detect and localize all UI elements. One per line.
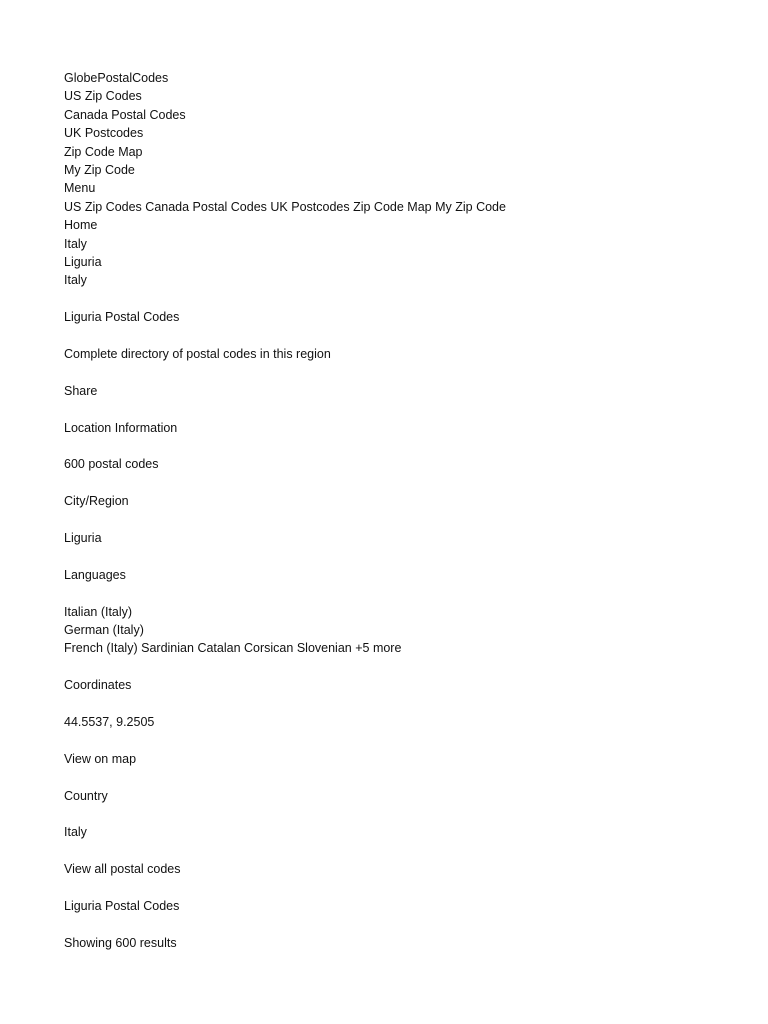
nav-link-zip-code-map[interactable]: Zip Code Map xyxy=(64,144,143,159)
mobile-nav xyxy=(64,198,768,216)
region-value: Liguria xyxy=(64,531,102,546)
menu-button[interactable]: Menu xyxy=(64,181,96,196)
page-title: Liguria Postal Codes xyxy=(64,310,180,325)
coordinates-value: 44.5537, 9.2505 xyxy=(64,715,155,730)
language-item: Italian (Italy) xyxy=(64,604,133,619)
mobile-nav-link-zip-code-map[interactable]: Zip Code Map xyxy=(353,199,432,214)
mobile-nav-link-uk-postcodes[interactable]: UK Postcodes xyxy=(270,199,350,214)
language-item: German (Italy) xyxy=(64,623,144,638)
view-on-map-link[interactable]: View on map xyxy=(64,751,137,766)
mobile-nav-link-us-zip-codes[interactable]: US Zip Codes xyxy=(64,199,142,214)
mobile-nav-link-my-zip-code[interactable]: My Zip Code xyxy=(435,199,506,214)
language-item: Sardinian xyxy=(141,641,194,656)
nav-link-uk-postcodes[interactable]: UK Postcodes xyxy=(64,126,144,141)
page-subtitle: Complete directory of postal codes in this region xyxy=(64,347,331,362)
country-tag: Italy xyxy=(64,273,87,288)
mobile-nav-link-canada-postal-codes[interactable]: Canada Postal Codes xyxy=(145,199,267,214)
region-label: City/Region xyxy=(64,494,129,509)
site-logo[interactable]: GlobePostalCodes xyxy=(64,71,169,85)
view-all-postal-codes-link[interactable]: View all postal codes xyxy=(64,862,181,877)
coordinates-label: Coordinates xyxy=(64,678,132,693)
results-heading: Liguria Postal Codes xyxy=(64,899,180,914)
share-button[interactable]: Share xyxy=(64,383,98,398)
location-info-heading: Location Information xyxy=(64,420,178,435)
nav-link-us-zip-codes[interactable]: US Zip Codes xyxy=(64,89,142,104)
breadcrumb-italy[interactable]: Italy xyxy=(64,236,87,251)
language-item: French (Italy) xyxy=(64,641,138,656)
languages-row xyxy=(64,639,768,657)
languages-label: Languages xyxy=(64,567,126,582)
nav-link-my-zip-code[interactable]: My Zip Code xyxy=(64,163,135,178)
country-value: Italy xyxy=(64,825,87,840)
postal-code-count: 600 postal codes xyxy=(64,457,159,472)
languages-list xyxy=(64,603,768,658)
language-item: Catalan xyxy=(197,641,241,656)
breadcrumb-home[interactable]: Home xyxy=(64,218,98,233)
language-item: Slovenian xyxy=(296,641,352,656)
results-summary: Showing 600 results xyxy=(64,935,177,950)
country-label: Country xyxy=(64,788,108,803)
breadcrumb-current: Liguria xyxy=(64,255,102,270)
language-item: Corsican xyxy=(244,641,294,656)
nav-link-canada-postal-codes[interactable]: Canada Postal Codes xyxy=(64,107,186,122)
languages-more-badge[interactable]: +5 more xyxy=(355,641,402,656)
